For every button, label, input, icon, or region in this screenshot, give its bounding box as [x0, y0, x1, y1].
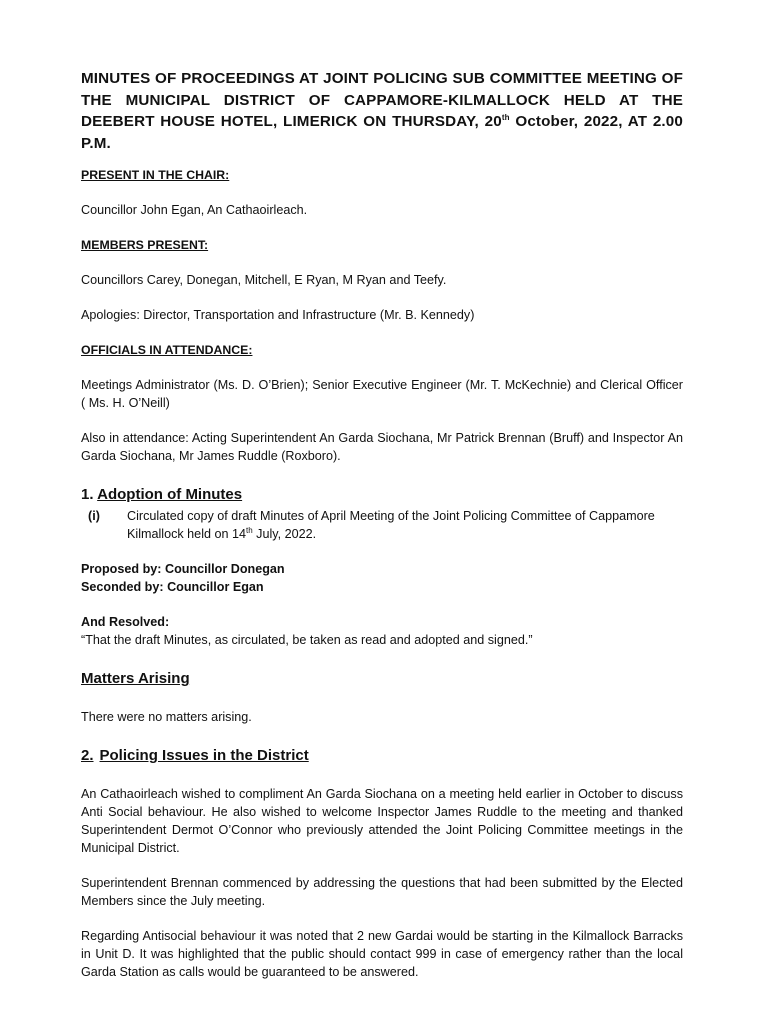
members-text: Councillors Carey, Donegan, Mitchell, E Ryan, M Ryan and Teefy.: [81, 273, 447, 287]
members-present-label: MEMBERS PRESENT:: [81, 238, 209, 252]
apologies-text: Apologies: Director, Transportation and Infrastructure (Mr. B. Kennedy): [81, 308, 475, 322]
officials-label: OFFICIALS IN ATTENDANCE:: [81, 343, 253, 357]
list-item: [81, 507, 683, 543]
title-superscript: th: [501, 112, 510, 122]
list-item-text: [127, 507, 683, 543]
item-tail: July, 2022.: [252, 527, 317, 541]
resolved-text: “That the draft Minutes, as circulated, be taken as read and adopted and signed.”: [81, 633, 533, 647]
title-tail: October, 2022, AT 2.00 P.M.: [81, 113, 683, 152]
present-in-chair-label: PRESENT IN THE CHAIR:: [81, 168, 230, 182]
matters-arising-title: Matters Arising: [81, 670, 190, 687]
resolved-label: And Resolved:: [81, 615, 170, 629]
section-1-title: Adoption of Minutes: [97, 486, 243, 503]
section-2-heading: [81, 747, 683, 765]
minutes-document: [81, 68, 683, 998]
seconded-by: Seconded by: Councillor Egan: [81, 580, 264, 594]
title-text: MINUTES OF PROCEEDINGS AT JOINT POLICING SUB COMMITTEE MEETING OF THE MUNICIPAL DISTRICT OF CAPPAMORE-KILMALLOCK HELD AT THE DEEBERT HOUSE HOTEL, LIMERICK ON THURSDAY, 20: [81, 70, 683, 130]
policing-paragraph-2: Superintendent Brennan commenced by addressing the questions that had been submitted by the Elected Members since the July meeting.: [81, 876, 683, 908]
item-superscript: th: [246, 525, 253, 535]
chair-text: Councillor John Egan, An Cathaoirleach.: [81, 203, 308, 217]
matters-arising-heading: [81, 670, 683, 688]
proposed-by: Proposed by: Councillor Donegan: [81, 562, 285, 576]
policing-paragraph-1: An Cathaoirleach wished to compliment An Garda Siochana on a meeting held earlier in October to discuss Anti Social behaviour. He also wished to welcome Inspector James Ruddle to the meeting and thanked Superintendent Dermot O’Connor who previously attended the Joint Policing Committee meetings in the Municipal District.: [81, 787, 683, 855]
section-1-heading: [81, 486, 683, 504]
officials-text: Meetings Administrator (Ms. D. O’Brien); Senior Executive Engineer (Mr. T. McKechnie) and Clerical Officer ( Ms. H. O’Neill): [81, 378, 683, 410]
section-1-number: 1.: [81, 486, 94, 503]
section-2-number: 2.: [81, 747, 94, 764]
matters-arising-text: There were no matters arising.: [81, 710, 252, 724]
also-attendance-text: Also in attendance: Acting Superintendent An Garda Siochana, Mr Patrick Brennan (Bruff) and Inspector An Garda Siochana, Mr James Ruddle (Roxboro).: [81, 431, 683, 463]
document-title: [81, 68, 683, 154]
section-2-title: Policing Issues in the District: [99, 747, 309, 764]
policing-paragraph-3: Regarding Antisocial behaviour it was noted that 2 new Gardai would be starting in the Kilmallock Barracks in Unit D. It was highlighted that the public should contact 999 in case of emergency rather than the local Garda Station as calls would be guaranteed to be answered.: [81, 929, 683, 979]
item-text: Circulated copy of draft Minutes of April Meeting of the Joint Policing Committee of Cappamore Kilmallock held on 14: [127, 509, 655, 541]
list-marker: (i): [88, 509, 100, 523]
